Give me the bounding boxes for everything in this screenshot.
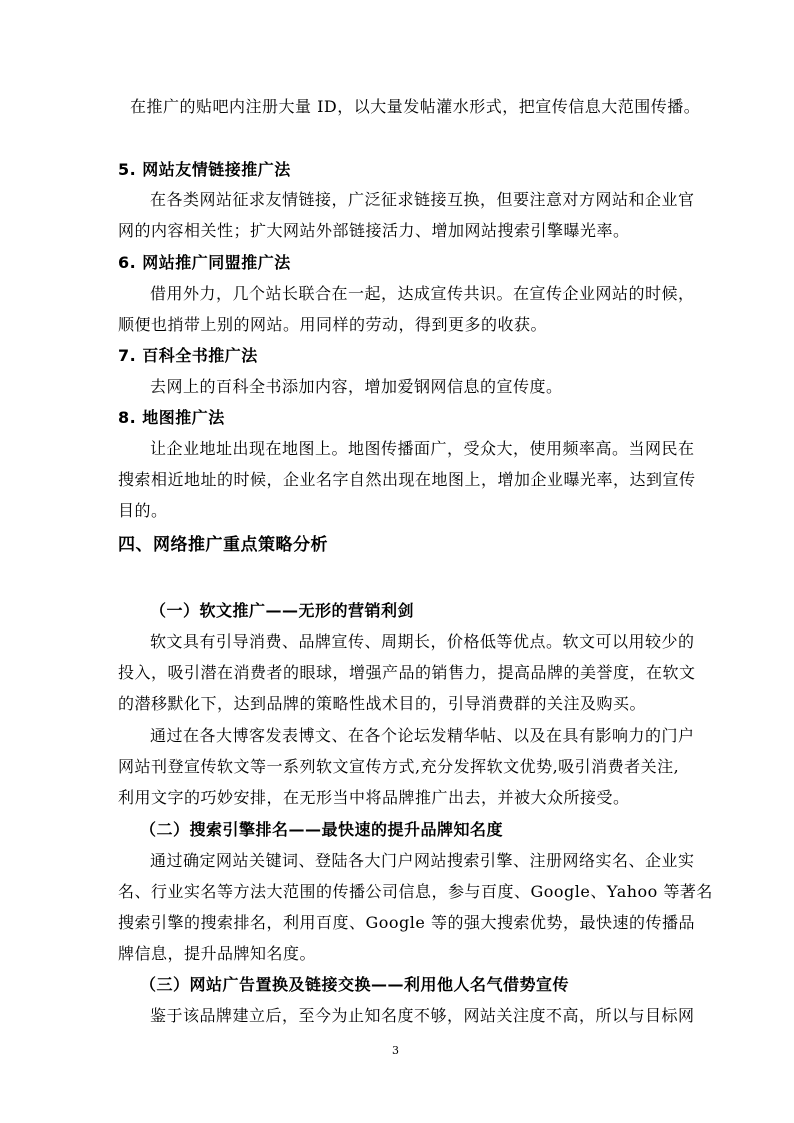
paragraph-line: 让企业地址出现在地图上。地图传播面广，受众大，使用频率高。当网民在 — [150, 439, 695, 458]
section-heading: 6. 网站推广同盟推广法 — [118, 253, 291, 272]
paragraph-line: 通过在各大博客发表博文、在各个论坛发精华帖、以及在具有影响力的门户 — [150, 726, 695, 745]
section-heading: 7. 百科全书推广法 — [118, 346, 258, 365]
paragraph-line: 借用外力，几个站长联合在一起，达成宣传共识。在宣传企业网站的时候， — [150, 284, 695, 303]
paragraph-line: 网站刊登宣传软文等一系列软文宣传方式,充分发挥软文优势,吸引消费者关注, — [118, 757, 680, 776]
paragraph-line: 网的内容相关性；扩大网站外部链接活力、增加网站搜索引擎曝光率。 — [118, 221, 630, 240]
paragraph-line: 目的。 — [118, 501, 168, 520]
paragraph-line: 软文具有引导消费、品牌宣传、周期长，价格低等优点。软文可以用较少的 — [150, 632, 695, 651]
paragraph-line: 通过确定网站关键词、登陆各大门户网站搜索引擎、注册网络实名、企业实 — [150, 851, 695, 870]
section-heading: 5. 网站友情链接推广法 — [118, 160, 291, 179]
paragraph-line: 名、行业实名等方法大范围的传播公司信息，参与百度、Google、Yahoo 等著名 — [118, 882, 713, 901]
subsection-heading: （三）网站广告置换及链接交换——利用他人名气借势宣传 — [140, 975, 570, 994]
paragraph-line: 在推广的贴吧内注册大量 ID，以大量发帖灌水形式，把宣传信息大范围传播。 — [130, 97, 701, 116]
paragraph-line: 去网上的百科全书添加内容，增加爱钢网信息的宣传度。 — [150, 377, 563, 396]
paragraph-line: 搜索相近地址的时候，企业名字自然出现在地图上，增加企业曝光率，达到宣传 — [118, 470, 696, 489]
paragraph-line: 搜索引擎的搜索排名，利用百度、Google 等的强大搜索优势，最快速的传播品 — [118, 913, 695, 932]
section-heading: 8. 地图推广法 — [118, 408, 225, 427]
paragraph-line: 在各类网站征求友情链接，广泛征求链接互换，但要注意对方网站和企业官 — [150, 190, 695, 209]
paragraph-line: 投入，吸引潜在消费者的眼球，增强产品的销售力，提高品牌的美誉度，在软文 — [118, 663, 696, 682]
chapter-heading: 四、网络推广重点策略分析 — [118, 535, 328, 555]
page-number: 3 — [392, 1044, 399, 1057]
paragraph-line: 牌信息，提升品牌知名度。 — [118, 944, 317, 963]
subsection-heading: （二）搜索引擎排名——最快速的提升品牌知名度 — [140, 820, 504, 839]
subsection-heading: （一）软文推广——无形的营销利剑 — [150, 601, 415, 620]
paragraph-line: 的潜移默化下，达到品牌的策略性战术目的，引导消费群的关注及购买。 — [118, 694, 647, 713]
paragraph-line: 鉴于该品牌建立后，至今为止知名度不够，网站关注度不高，所以与目标网 — [150, 1006, 695, 1025]
paragraph-line: 顺便也捎带上别的网站。用同样的劳动，得到更多的收获。 — [118, 315, 548, 334]
paragraph-line: 利用文字的巧妙安排，在无形当中将品牌推广出去，并被大众所接受。 — [118, 788, 630, 807]
